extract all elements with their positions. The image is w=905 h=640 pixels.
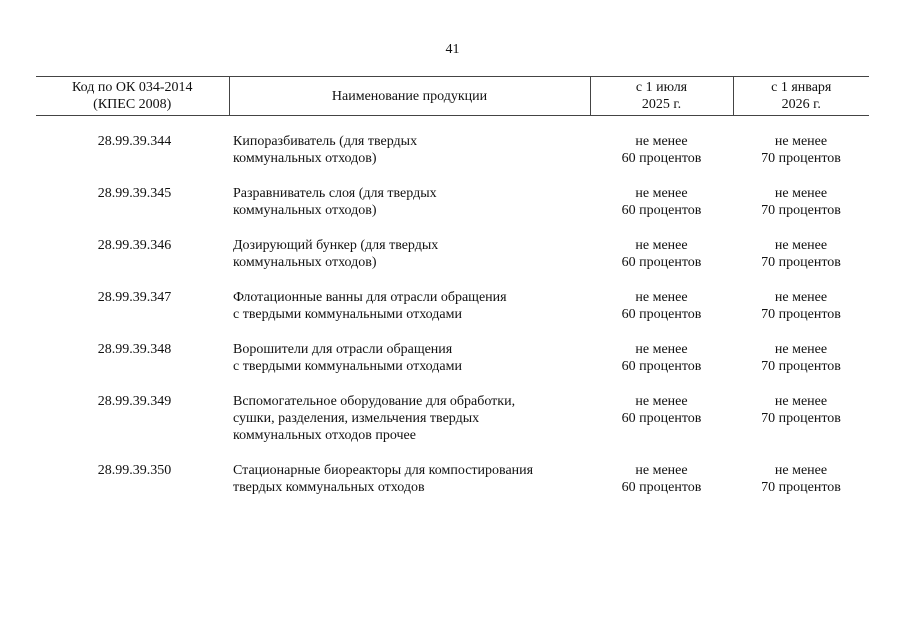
requirement-january-2026: [733, 341, 869, 393]
product-name: [229, 393, 590, 462]
requirement-july-2025: [590, 185, 733, 237]
requirement-january-line: 70 процентов: [761, 411, 841, 426]
requirement-july-line: не менее: [635, 342, 688, 357]
requirement-july-line: 60 процентов: [621, 480, 702, 495]
product-name: [229, 289, 590, 341]
requirement-january-line: не менее: [774, 134, 828, 149]
table-row: [36, 185, 869, 237]
product-code-text: 28.99.39.349: [97, 394, 172, 409]
product-code-text: 28.99.39.346: [97, 238, 172, 253]
requirement-july-line: 60 процентов: [621, 359, 702, 374]
product-code-text: 28.99.39.344: [97, 134, 172, 149]
requirement-july-line: не менее: [635, 394, 688, 409]
table-row: [36, 289, 869, 341]
requirement-january-line: 70 процентов: [761, 151, 841, 166]
product-name-line: коммунальных отходов): [233, 151, 377, 166]
product-name: [229, 133, 590, 185]
requirement-july-2025: [590, 133, 733, 185]
requirement-july-2025: [590, 289, 733, 341]
requirement-july-line: 60 процентов: [621, 151, 702, 166]
requirement-july-line: 60 процентов: [621, 411, 702, 426]
requirement-july-line: 60 процентов: [621, 203, 702, 218]
header-code-line1: Код по ОК 034-2014: [72, 80, 193, 95]
requirement-january-line: не менее: [774, 342, 828, 357]
table-header: [36, 77, 869, 116]
requirement-july-line: не менее: [635, 463, 688, 478]
requirement-january-line: 70 процентов: [761, 359, 841, 374]
header-july-2025: [590, 77, 733, 116]
table-row: [36, 237, 869, 289]
requirement-january-2026: [733, 185, 869, 237]
requirement-january-line: не менее: [774, 290, 828, 305]
product-code: [36, 237, 229, 289]
header-name: [229, 77, 590, 116]
requirement-january-line: 70 процентов: [761, 203, 841, 218]
product-name: [229, 341, 590, 393]
product-code: [36, 341, 229, 393]
requirement-january-line: 70 процентов: [761, 255, 841, 270]
product-name-line: Кипоразбиватель (для твердых: [233, 134, 418, 149]
product-name-line: коммунальных отходов): [233, 255, 377, 270]
product-name-line: сушки, разделения, измельчения твердых: [233, 411, 480, 426]
product-name: [229, 237, 590, 289]
requirement-july-line: не менее: [635, 134, 688, 149]
header-july-line1: с 1 июля: [635, 80, 688, 95]
product-code: [36, 185, 229, 237]
products-table: [36, 76, 869, 514]
product-name-line: коммунальных отходов прочее: [233, 428, 416, 443]
requirement-january-2026: [733, 237, 869, 289]
page-number: 41: [445, 42, 460, 57]
product-name-line: Разравниватель слоя (для твердых: [233, 186, 437, 201]
requirement-january-line: 70 процентов: [761, 480, 841, 495]
header-jan-line1: с 1 января: [771, 80, 832, 95]
requirement-january-2026: [733, 133, 869, 185]
product-code: [36, 289, 229, 341]
requirement-january-2026: [733, 462, 869, 514]
product-code-text: 28.99.39.347: [97, 290, 172, 305]
product-name-line: твердых коммунальных отходов: [233, 480, 425, 495]
table-row: [36, 462, 869, 514]
product-name: [229, 185, 590, 237]
header-code: [36, 77, 229, 116]
requirement-july-2025: [590, 341, 733, 393]
requirement-january-line: 70 процентов: [761, 307, 841, 322]
table-row: [36, 393, 869, 462]
product-name-line: Дозирующий бункер (для твердых: [233, 238, 439, 253]
header-jan-line2: 2026 г.: [781, 97, 821, 112]
product-name-line: Вспомогательное оборудование для обработки,: [233, 394, 516, 409]
product-code-text: 28.99.39.350: [97, 463, 172, 478]
header-name-label: Наименование продукции: [331, 88, 488, 104]
product-code-text: 28.99.39.348: [97, 342, 172, 357]
table-body: [36, 116, 869, 515]
product-code: [36, 462, 229, 514]
header-january-2026: [733, 77, 869, 116]
header-code-line2: (КПЕС 2008): [93, 97, 172, 112]
product-name-line: Ворошители для отрасли обращения: [233, 342, 453, 357]
product-code: [36, 393, 229, 462]
product-name-line: Флотационные ванны для отрасли обращения: [233, 290, 507, 305]
header-gap: [36, 116, 869, 134]
requirement-july-line: не менее: [635, 238, 688, 253]
table-row: [36, 341, 869, 393]
header-july-line2: 2025 г.: [641, 97, 682, 112]
requirement-january-line: не менее: [774, 394, 828, 409]
requirement-july-line: 60 процентов: [621, 255, 702, 270]
product-name: [229, 462, 590, 514]
requirement-july-2025: [590, 462, 733, 514]
product-name-line: с твердыми коммунальными отходами: [233, 307, 462, 322]
requirement-january-line: не менее: [774, 186, 828, 201]
product-code: [36, 133, 229, 185]
product-code-text: 28.99.39.345: [97, 186, 172, 201]
requirement-january-line: не менее: [774, 238, 828, 253]
product-name-line: коммунальных отходов): [233, 203, 377, 218]
requirement-january-line: не менее: [774, 463, 828, 478]
requirement-january-2026: [733, 289, 869, 341]
requirement-january-2026: [733, 393, 869, 462]
product-name-line: с твердыми коммунальными отходами: [233, 359, 462, 374]
requirement-july-line: не менее: [635, 186, 688, 201]
requirement-july-2025: [590, 393, 733, 462]
table-row: [36, 133, 869, 185]
requirement-july-line: 60 процентов: [621, 307, 702, 322]
product-name-line: Стационарные биореакторы для компостирования: [233, 463, 534, 478]
requirement-july-line: не менее: [635, 290, 688, 305]
requirement-july-2025: [590, 237, 733, 289]
